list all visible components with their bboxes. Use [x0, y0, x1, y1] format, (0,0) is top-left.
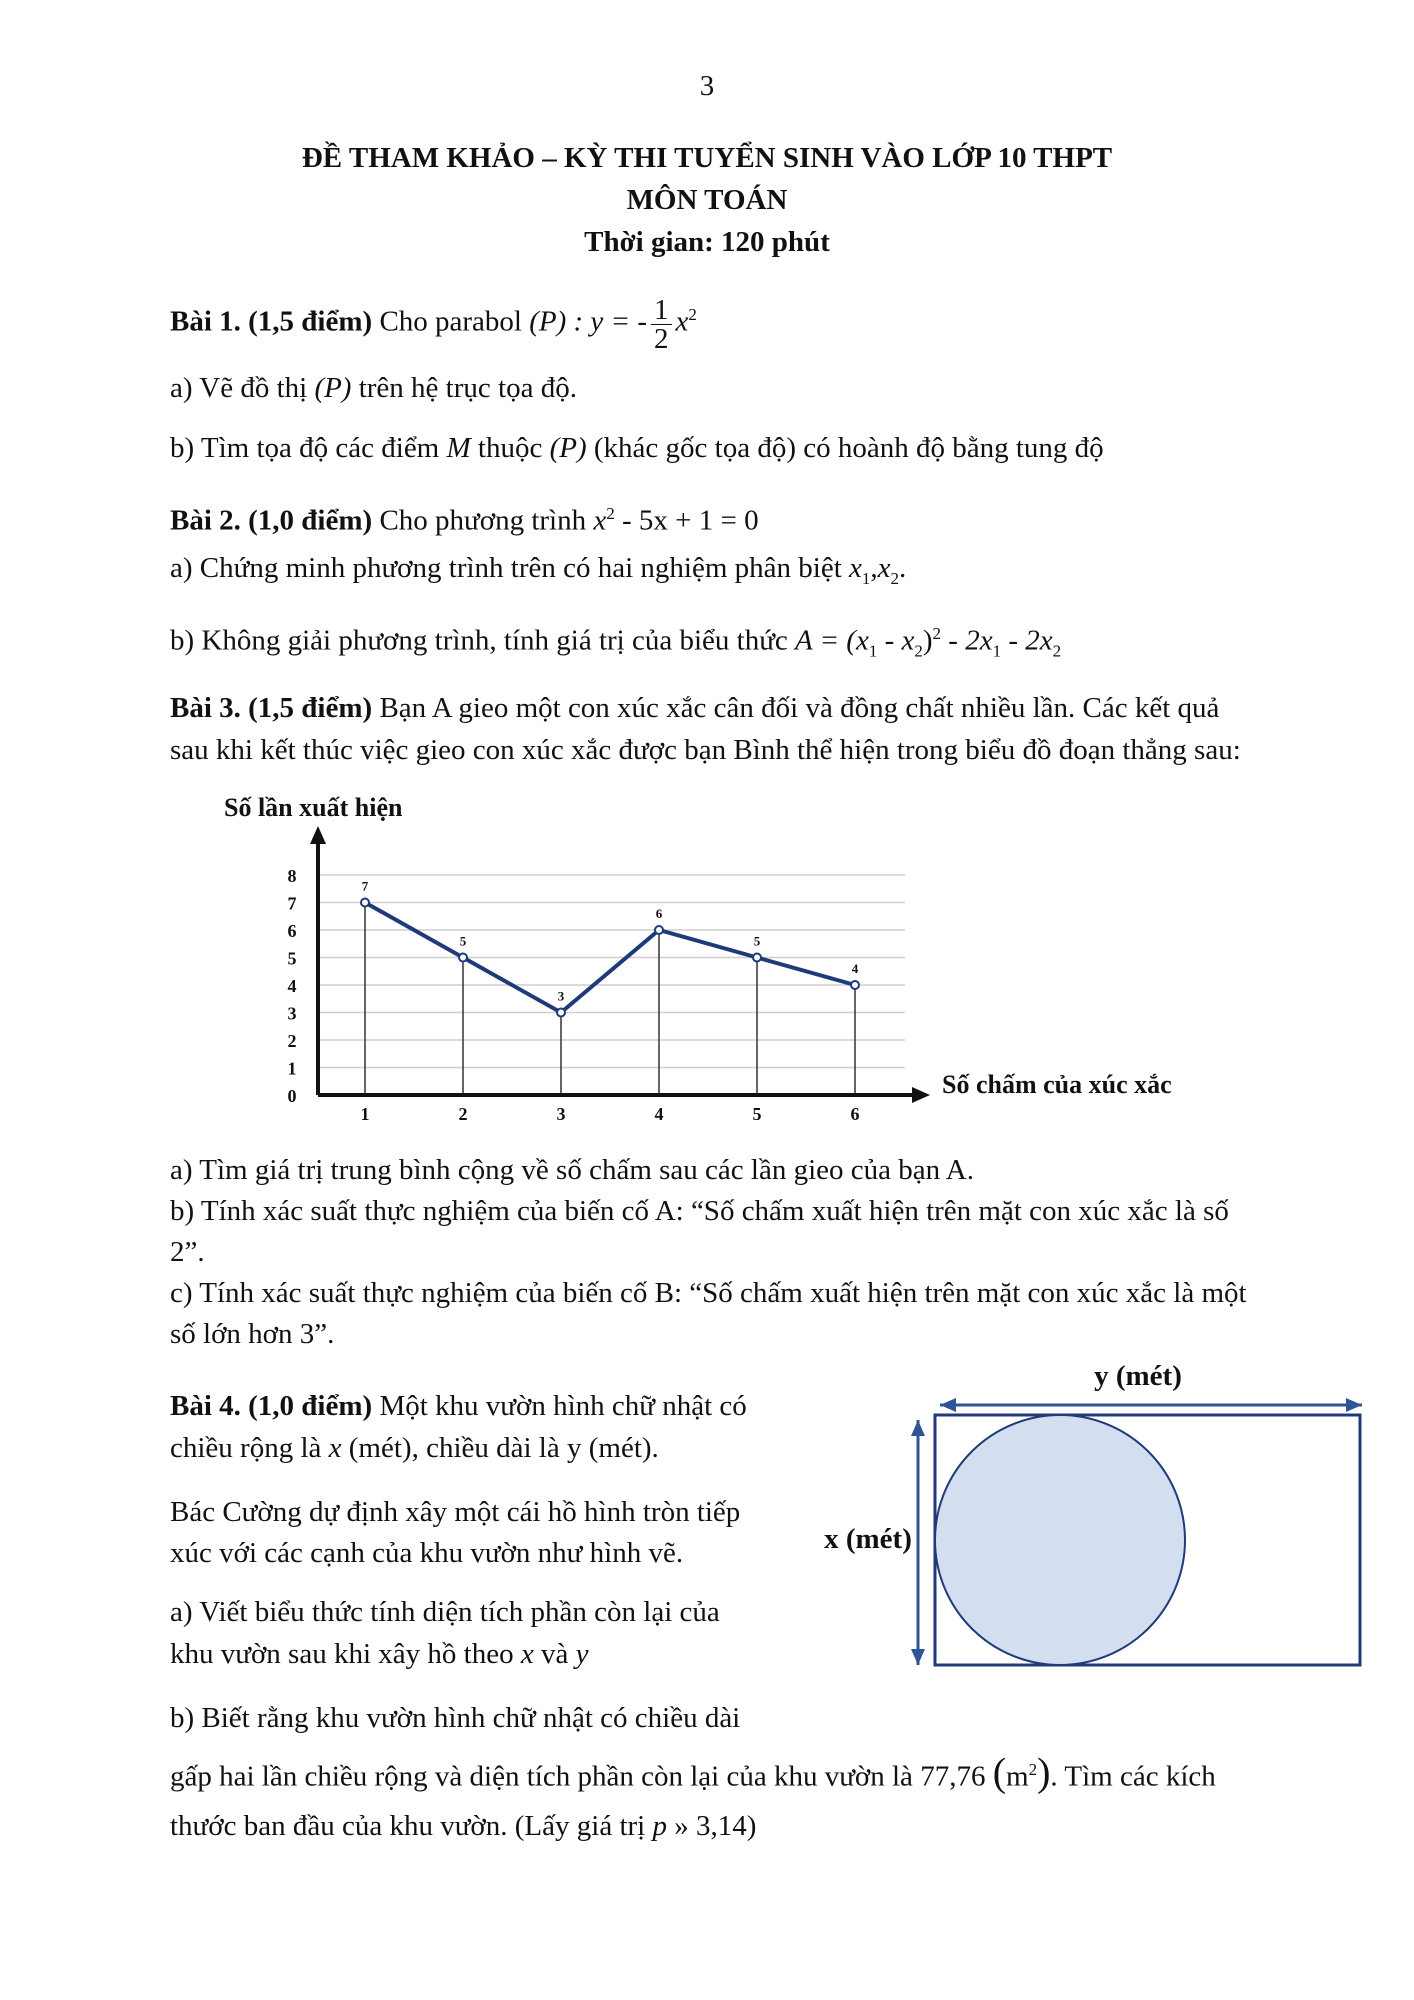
- data-label: 6: [655, 906, 663, 921]
- garden-figure: [800, 1355, 1390, 1685]
- bai4-b2-pre: gấp hai lần chiều rộng và diện tích phần còn lại của khu vườn là: [170, 1760, 913, 1793]
- bai1-b-sym1: M: [446, 432, 471, 464]
- bai1-a-post: trên hệ trục tọa độ.: [358, 372, 577, 404]
- page-number: 3: [699, 70, 715, 102]
- bai3-line1: [170, 690, 1219, 726]
- bai2-label: Bài 2. (1,0 điểm): [170, 504, 373, 537]
- data-point: [361, 899, 369, 907]
- subject-title: MÔN TOÁN: [626, 184, 788, 216]
- y-tick-label: 4: [287, 976, 297, 996]
- bai1-frac-num: 1: [651, 296, 672, 325]
- figure-height-arrow-top: [911, 1420, 925, 1436]
- bai4-l2-x: x: [328, 1432, 342, 1464]
- bai3-b2: 2”.: [170, 1236, 205, 1268]
- bai1-a-sym: (P): [314, 372, 352, 404]
- bai4-b2-paren-close: ): [1037, 1749, 1051, 1795]
- bai4-a2-and: và: [540, 1638, 569, 1670]
- bai2-b-s1: 1: [868, 641, 878, 661]
- bai4-label: Bài 4. (1,0 điểm): [170, 1390, 373, 1422]
- figure-width-arrow-left: [940, 1398, 956, 1412]
- bai4-l2-pre: chiều rộng là: [170, 1432, 322, 1464]
- bai2-eq-exp: 2: [606, 504, 615, 523]
- bai2-a-s1: 1: [861, 568, 871, 588]
- bai3-label: Bài 3. (1,5 điểm): [170, 692, 373, 724]
- bai4-l2-mid: (mét), chiều dài là: [348, 1432, 560, 1464]
- bai2-a-s2: 2: [890, 568, 900, 588]
- data-label: 5: [753, 933, 761, 949]
- bai2-b-m2: - 2x: [1008, 624, 1053, 657]
- y-tick-label: 2: [287, 1031, 297, 1051]
- bai1-fraction: [651, 293, 672, 355]
- bai3-line1-text: Bạn A gieo một con xúc xắc cân đối và đồng chất nhiều lần. Các kết quả: [379, 692, 1220, 724]
- bai1-frac-den: 2: [654, 322, 669, 355]
- bai2-b-m1: - 2x: [948, 624, 993, 657]
- bai4-b3-p: p: [652, 1810, 667, 1842]
- bai4-l2-post: (mét).: [588, 1432, 659, 1464]
- bai2-b-close: ): [922, 624, 933, 657]
- bai4-a2-y: y: [575, 1638, 589, 1670]
- bai2-eq-rest: - 5x + 1 = 0: [621, 504, 759, 537]
- bai4-b1: b) Biết rằng khu vườn hình chữ nhật có chiều dài: [170, 1702, 741, 1734]
- bai4-l2: [170, 1430, 659, 1466]
- bai1-label: Bài 1. (1,5 điểm): [170, 305, 373, 338]
- bai3-line2: sau khi kết thúc việc gieo con xúc xắc được bạn Bình thể hiện trong biểu đồ đoạn thẳng sau:: [170, 734, 1241, 766]
- bai1-eq-exp: 2: [688, 305, 697, 324]
- bai4-b3-val: 3,14: [695, 1810, 747, 1842]
- y-tick-label: 5: [287, 948, 297, 969]
- x-tick-label: 1: [360, 1104, 370, 1124]
- bai1-b-post: (khác gốc tọa độ) có hoành độ bằng tung độ: [593, 432, 1104, 464]
- chart-series: [361, 879, 859, 1017]
- bai1-b-sym2: (P): [549, 432, 587, 464]
- x-tick-label: 4: [654, 1104, 664, 1124]
- figure-height-arrow-bottom: [911, 1649, 925, 1665]
- bai1-a: [170, 370, 577, 406]
- chart-ylabel: Số lần xuất hiện: [224, 793, 403, 822]
- x-tick-label: 2: [458, 1104, 468, 1124]
- bai4-l1-text: Một khu vườn hình chữ nhật có: [379, 1390, 747, 1422]
- bai3-c1: c) Tính xác suất thực nghiệm của biến cố B: “Số chấm xuất hiện trên mặt con xúc xắc là một: [170, 1277, 1247, 1309]
- bai3-a: a) Tìm giá trị trung bình cộng về số chấm sau các lần gieo của bạn A.: [170, 1154, 974, 1186]
- y-tick-label: 8: [287, 866, 297, 886]
- x-tick-label: 3: [556, 1104, 566, 1124]
- data-label: 7: [361, 878, 369, 894]
- bai2-a-dot: .: [899, 552, 907, 584]
- data-label: 3: [557, 988, 565, 1004]
- bai4-l1: [170, 1388, 747, 1424]
- bai4-b3-approx: »: [674, 1810, 689, 1842]
- time-limit: Thời gian: 120 phút: [584, 226, 830, 258]
- figure-width-arrow-right: [1346, 1398, 1362, 1412]
- y-tick-label: 0: [287, 1086, 297, 1106]
- bai4-l2-y: y: [566, 1432, 582, 1464]
- bai4-b2-unit: m: [1006, 1760, 1029, 1793]
- data-label: 4: [851, 961, 859, 976]
- data-point: [655, 926, 663, 934]
- bai4-p1: Bác Cường dự định xây một cái hồ hình tròn tiếp: [170, 1496, 741, 1528]
- y-tick-label: 7: [287, 893, 297, 914]
- bai4-b3-pre: thước ban đầu của khu vườn. (Lấy giá trị: [170, 1810, 646, 1842]
- bai4-a2: [170, 1636, 588, 1672]
- bai4-b2-exp: 2: [1028, 1760, 1038, 1779]
- bai4-b2-paren-open: (: [992, 1749, 1007, 1795]
- bai4-b3-post: ): [746, 1810, 757, 1842]
- bai3-b1: b) Tính xác suất thực nghiệm của biến cố A: “Số chấm xuất hiện trên mặt con xúc xắc là số: [170, 1195, 1229, 1227]
- chart-yticks: [288, 866, 297, 1106]
- bai2-a-pre: a) Chứng minh phương trình trên có hai nghiệm phân biệt: [170, 552, 842, 584]
- bai2-b-pre: b) Không giải phương trình, tính giá trị của biểu thức: [170, 624, 788, 657]
- bai2-a-x2: x: [877, 552, 891, 584]
- bai4-p2: xúc với các cạnh của khu vườn như hình vẽ.: [170, 1537, 684, 1569]
- bai4-b2-post: . Tìm các kích: [1050, 1760, 1216, 1793]
- bai2-b-A: A = (x: [795, 624, 869, 657]
- bai2-b: [170, 616, 1061, 669]
- chart-y-arrow: [310, 826, 326, 844]
- bai1-eq-lhs: (P) : y = -: [529, 305, 648, 338]
- x-tick-label: 5: [752, 1104, 762, 1124]
- bai2-heading: [170, 496, 759, 539]
- bai2-b-minus: - x: [884, 624, 915, 657]
- bai4-a2-x: x: [520, 1638, 534, 1670]
- bai4-b2-val: 77,76: [920, 1760, 986, 1793]
- bai1-b: [170, 430, 1104, 466]
- chart-drop-lines: [365, 903, 855, 1096]
- bai4-b2: [170, 1749, 1216, 1795]
- data-point: [753, 954, 761, 962]
- figure-y-label: y (mét): [1094, 1360, 1182, 1392]
- dice-line-chart: [200, 780, 1220, 1140]
- bai4-a1: a) Viết biểu thức tính diện tích phần còn lại của: [170, 1596, 720, 1628]
- bai2-a-comma: ,: [870, 552, 878, 584]
- bai2-eq-x: x: [593, 504, 607, 537]
- bai2-a: [170, 550, 906, 597]
- chart-x-arrow: [912, 1087, 930, 1103]
- data-point: [851, 981, 859, 989]
- bai1-heading: [170, 280, 697, 357]
- data-point: [459, 954, 467, 962]
- bai4-a2-pre: khu vườn sau khi xây hồ theo: [170, 1638, 514, 1670]
- y-tick-label: 3: [287, 1003, 297, 1024]
- y-tick-label: 1: [287, 1058, 297, 1079]
- exam-title: ĐỀ THAM KHẢO – KỲ THI TUYỂN SINH VÀO LỚP 10 THPT: [301, 142, 1113, 174]
- bai2-b-s4: 2: [1052, 641, 1062, 661]
- bai2-b-exp: 2: [932, 624, 942, 643]
- chart-xlabel: Số chấm của xúc xắc: [942, 1070, 1172, 1099]
- x-tick-label: 6: [850, 1104, 860, 1124]
- bai1-b-pre: b) Tìm tọa độ các điểm: [170, 432, 440, 464]
- chart-xticks: [361, 1104, 860, 1124]
- figure-x-label: x (mét): [824, 1523, 912, 1555]
- bai2-b-s3: 1: [992, 641, 1002, 661]
- bai3-c2: số lớn hơn 3”.: [170, 1318, 335, 1350]
- pond-circle: [935, 1415, 1185, 1665]
- bai1-b-mid: thuộc: [477, 432, 543, 464]
- bai4-b3: [170, 1808, 756, 1844]
- bai1-intro: Cho parabol: [379, 305, 522, 338]
- bai2-intro: Cho phương trình: [379, 504, 587, 537]
- data-point: [557, 1009, 565, 1017]
- y-tick-label: 6: [287, 921, 297, 941]
- bai1-eq-rhs: x: [675, 305, 689, 338]
- bai2-b-s2: 2: [914, 641, 923, 661]
- bai2-a-x1: x: [849, 552, 862, 584]
- data-label: 5: [459, 933, 467, 949]
- bai1-a-pre: a) Vẽ đồ thị: [170, 372, 308, 404]
